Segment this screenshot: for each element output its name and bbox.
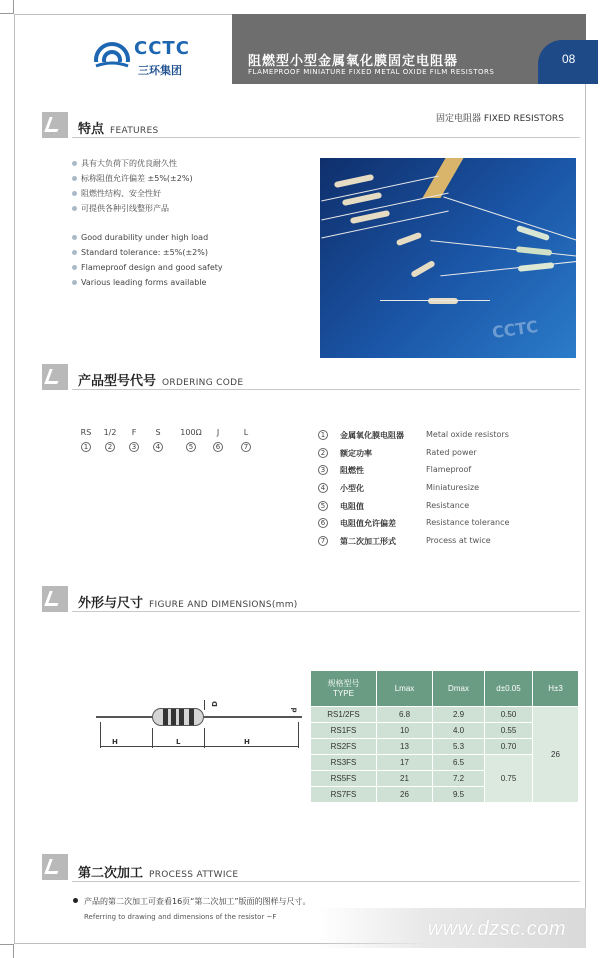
color-band [171,709,176,725]
dimension-tick [298,722,299,748]
list-item: 可提供各种引线整形产品 [72,201,193,216]
watermark-text: www.dzsc.com [427,918,566,940]
table-cell: 17 [377,755,433,771]
table-cell: 26 [533,707,579,803]
dimension-label-H: H [112,738,118,746]
table-cell: 26 [377,787,433,803]
process-text-en: Referring to drawing and dimensions of the resistor ~F [84,913,277,921]
section-title-features: 特点 FEATURES [78,122,159,137]
list-item: Various leading forms available [72,275,223,290]
category-tag: 固定电阻器 FIXED RESISTORS [436,114,564,124]
section-check-icon [42,586,68,612]
dimension-label-L: L [176,738,181,746]
logo-ring-icon [92,40,132,80]
photo-resistor [396,232,422,247]
photo-lead [443,196,576,240]
table-cell: RS7FS [311,787,377,803]
color-band [179,709,184,725]
list-item: 具有大负荷下的优良耐久性 [72,156,193,171]
table-cell: 0.70 [485,739,533,755]
page-number: 08 [562,52,576,66]
dimensions-table [310,670,579,803]
list-item: Standard tolerance: ±5%(±2%) [72,245,223,260]
list-item: Good durability under high load [72,230,223,245]
photo-lead [380,300,490,301]
table-cell: 9.5 [433,787,485,803]
dimension-tick [204,700,205,710]
color-band [163,709,168,725]
code-cell: 1/2 2 [103,428,117,451]
dimension-line [100,746,298,747]
process-note [84,896,310,907]
page-number-tab [538,40,598,84]
code-cell: J 6 [206,428,230,452]
corner-mark [0,0,14,14]
drawing-lead [96,716,152,718]
code-cell: S 4 [146,428,170,452]
dimension-tick [100,722,101,748]
section-title-ordering: 产品型号代号 ORDERING CODE [78,374,244,389]
photo-logo: CCTC [490,316,540,343]
page-frame [14,14,586,944]
photo-lead [430,240,576,257]
table-row [311,707,579,723]
bullet-icon [73,898,78,903]
table-cell: 2.9 [433,707,485,723]
table-cell: 7.2 [433,771,485,787]
section-divider [72,389,580,390]
table-cell: 10 [377,723,433,739]
logo-text: CCTC [134,38,190,59]
section-divider [72,137,580,138]
photo-resistor [518,262,554,272]
logo-subtitle: 三环集团 [138,64,182,77]
table-cell: 5.3 [433,739,485,755]
dimension-tick [204,728,205,748]
table-cell: RS3FS [311,755,377,771]
section-check-icon [42,854,68,880]
table-cell: RS2FS [311,739,377,755]
photo-resistor [334,174,374,188]
list-item: 标称阻值允许偏差 ±5%(±2%) [72,171,193,186]
section-check-icon [42,364,68,390]
process-text-zh: 产品的第二次加工可查看16页“第二次加工”版面的图样与尺寸。 [84,897,311,906]
section-divider [72,611,580,612]
table-cell: 6.8 [377,707,433,723]
table-header: Dmax [433,671,485,707]
photo-resistor [428,298,458,304]
drawing-lead [204,716,302,718]
photo-resistor [516,246,552,256]
table-cell: 6.5 [433,755,485,771]
header-band [232,14,586,84]
table-cell: 4.0 [433,723,485,739]
photo-resistor [516,225,550,241]
list-item: 阻燃性结构、安全性好 [72,186,193,201]
list-item: Flameproof design and good safety [72,260,223,275]
table-cell: RS1/2FS [311,707,377,723]
table-header: H±3 [533,671,579,707]
page-subtitle: FLAMEPROOF MINIATURE FIXED METAL OXIDE FILM RESISTORS [248,68,495,76]
section-check-icon [42,112,68,138]
table-cell: 0.75 [485,755,533,803]
watermark [318,908,586,948]
dimension-label-d: d [290,707,299,713]
table-cell: 0.50 [485,707,533,723]
table-header: Lmax [377,671,433,707]
table-cell: RS5FS [311,771,377,787]
table-header: 规格型号 TYPE [311,671,377,707]
table-cell: 0.55 [485,723,533,739]
features-list-en [72,230,223,290]
company-logo [92,36,222,86]
table-cell: RS1FS [311,723,377,739]
table-cell: 21 [377,771,433,787]
section-title-process: 第二次加工 PROCESS ATTWICE [78,866,239,881]
product-photo [320,158,576,358]
color-band [189,709,194,725]
code-cell: RS 1 [80,428,92,451]
code-cell: F 3 [122,428,146,452]
code-cell: L 7 [234,428,258,452]
photo-resistor [410,260,436,278]
section-title-figure: 外形与尺寸 FIGURE AND DIMENSIONS(mm) [78,596,298,611]
page-title: 阻燃型小型金属氧化膜固定电阻器 [248,54,459,69]
code-cell: 100Ω 5 [180,428,202,451]
dimension-label-H: H [244,738,250,746]
table-header: d±0.05 [485,671,533,707]
section-divider [72,881,580,882]
drawing-body [152,708,204,726]
table-cell: 13 [377,739,433,755]
dimension-tick [152,728,153,748]
photo-lead [440,261,576,277]
dimension-label-D: D [210,701,219,707]
resistor-drawing [96,696,306,756]
corner-mark [0,944,14,958]
features-list-zh [72,156,193,216]
